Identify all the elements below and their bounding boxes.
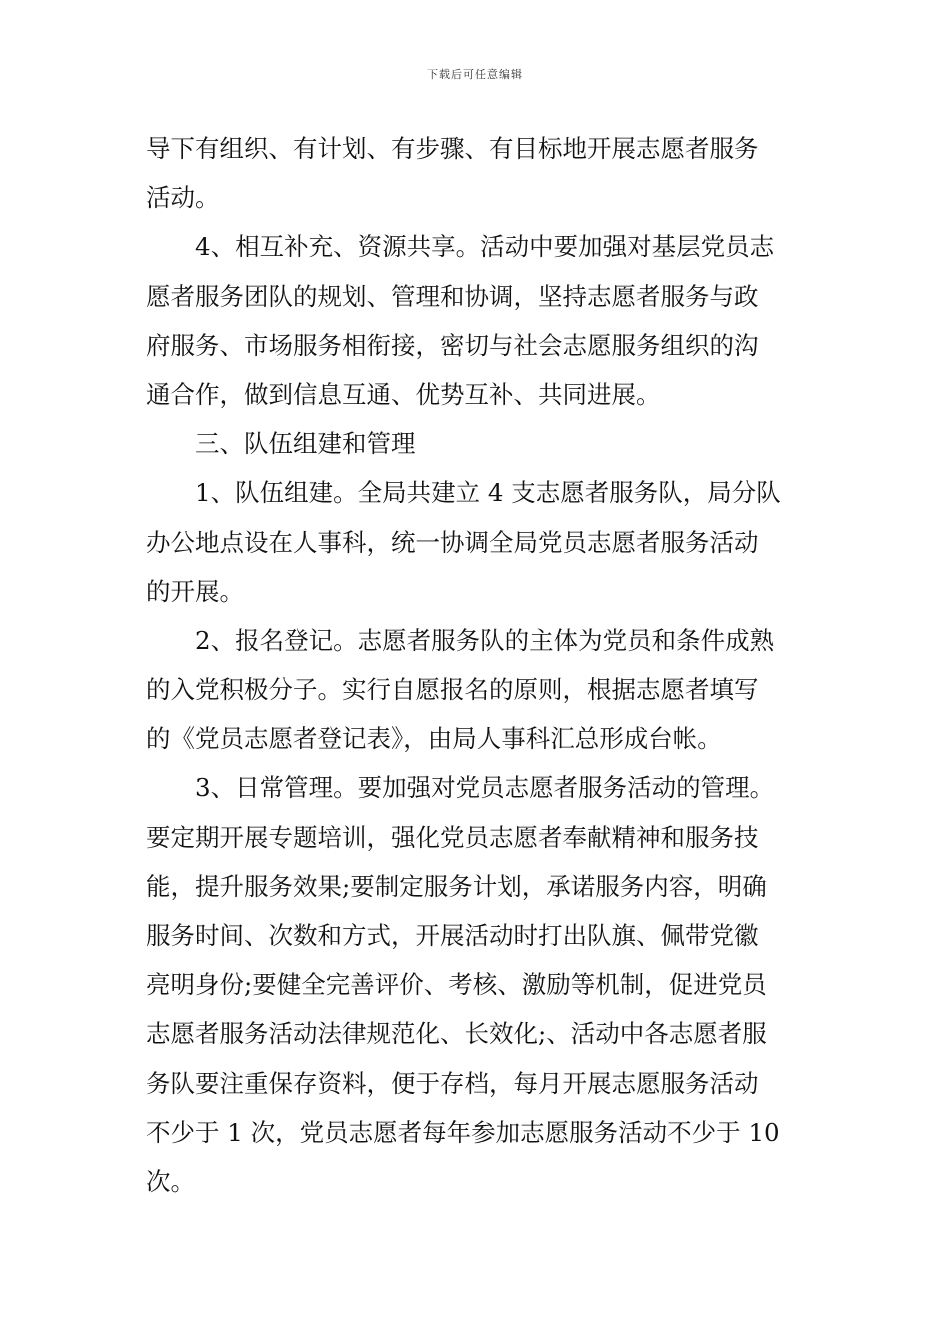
text-line: 服务时间、次数和方式，开展活动时打出队旗、佩带党徽 — [146, 921, 759, 950]
text-line: 2、报名登记。志愿者服务队的主体为党员和条件成熟 — [195, 625, 775, 655]
text-line: 的入党积极分子。实行自愿报名的原则，根据志愿者填写 — [146, 675, 759, 705]
text-line: 愿者服务团队的规划、管理和协调，坚持志愿者服务与政 — [146, 281, 759, 311]
text-line: 4、相互补充、资源共享。活动中要加强对基层党员志 — [195, 232, 775, 262]
text-line: 活动。 — [146, 183, 220, 213]
text-line: 3、日常管理。要加强对党员志愿者服务活动的管理。 — [195, 773, 775, 803]
text-line: 亮明身份;要健全完善评价、考核、激励等机制，促进党员 — [146, 970, 767, 1000]
text-line: 导下有组织、有计划、有步骤、有目标地开展志愿者服务 — [146, 134, 759, 163]
text-line: 不少于 1 次，党员志愿者每年参加志愿服务活动不少于 10 — [146, 1117, 780, 1147]
text-line: 要定期开展专题培训，强化党员志愿者奉献精神和服务技 — [146, 822, 759, 852]
text-line: 府服务、市场服务相衔接，密切与社会志愿服务组织的沟 — [146, 330, 759, 360]
section-heading: 三、队伍组建和管理 — [195, 429, 416, 459]
text-line: 的开展。 — [146, 576, 244, 606]
text-line: 务队要注重保存资料，便于存档，每月开展志愿服务活动 — [146, 1068, 759, 1098]
document-body — [146, 124, 810, 1206]
text-line: 能，提升服务效果;要制定服务计划，承诺服务内容，明确 — [146, 871, 767, 901]
text-line: 1、队伍组建。全局共建立 4 支志愿者服务队，局分队 — [195, 478, 781, 508]
text-line: 办公地点设在人事科，统一协调全局党员志愿者服务活动 — [146, 527, 759, 557]
text-line: 次。 — [146, 1166, 195, 1196]
text-line: 的《党员志愿者登记表》，由局人事科汇总形成台帐。 — [146, 724, 722, 754]
page-header-note: 下载后可任意编辑 — [427, 68, 523, 81]
text-line: 通合作，做到信息互通、优势互补、共同进展。 — [146, 379, 661, 409]
text-line: 志愿者服务活动法律规范化、长效化;、活动中各志愿者服 — [146, 1019, 767, 1049]
